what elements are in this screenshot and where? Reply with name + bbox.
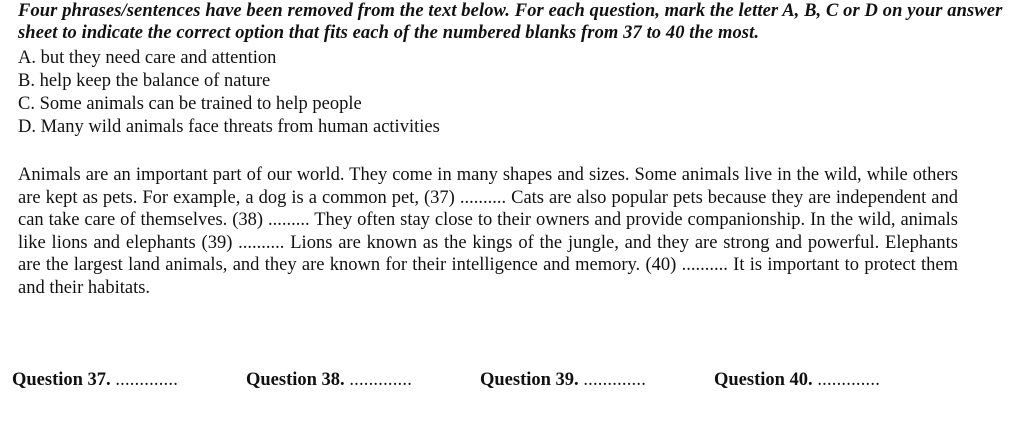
document-page — [18, 0, 1008, 300]
answer-38 — [246, 370, 480, 391]
answer-38-blank: ............. — [349, 370, 413, 390]
answer-39-label: Question 39. — [480, 370, 579, 390]
answer-40 — [714, 370, 948, 391]
option-a: A. but they need care and attention — [18, 48, 277, 68]
answer-40-label: Question 40. — [714, 370, 813, 390]
instructions-text: Four phrases/sentences have been removed from the text below. For each question, mark the letter A, B, C or D on your answer sheet to indicate the correct option that fits each of the numbered blanks from 37 to 40 the most. — [18, 1, 1003, 43]
option-c: C. Some animals can be trained to help people — [18, 94, 362, 114]
answer-37-label: Question 37. — [12, 370, 111, 390]
answer-37 — [12, 370, 246, 391]
answer-40-blank: ............. — [817, 370, 881, 390]
option-b: B. help keep the balance of nature — [18, 71, 271, 91]
reading-passage: Animals are an important part of our world. They come in many shapes and sizes. Some animals live in the wild, while others are kept as pets. For example, a dog is a common pet, (37) .......... Cats are also popular pets because they are independent and can take care of themselves. (38) ......... They often stay close to their owners and provide companionship. In the wild, animals like lions and elephants (39) .......... Lions are known as the kings of the jungle, and they are strong and powerful. Elephants are the largest land animals, and they are known for their intelligence and memory. (40) .......... It is important to protect them and their habitats. — [18, 165, 958, 298]
options-list — [18, 47, 1008, 139]
answer-37-blank: ............. — [115, 370, 179, 390]
answer-39 — [480, 370, 714, 391]
answer-row — [12, 370, 948, 391]
answer-39-blank: ............. — [583, 370, 647, 390]
option-d: D. Many wild animals face threats from human activities — [18, 117, 440, 137]
answer-38-label: Question 38. — [246, 370, 345, 390]
